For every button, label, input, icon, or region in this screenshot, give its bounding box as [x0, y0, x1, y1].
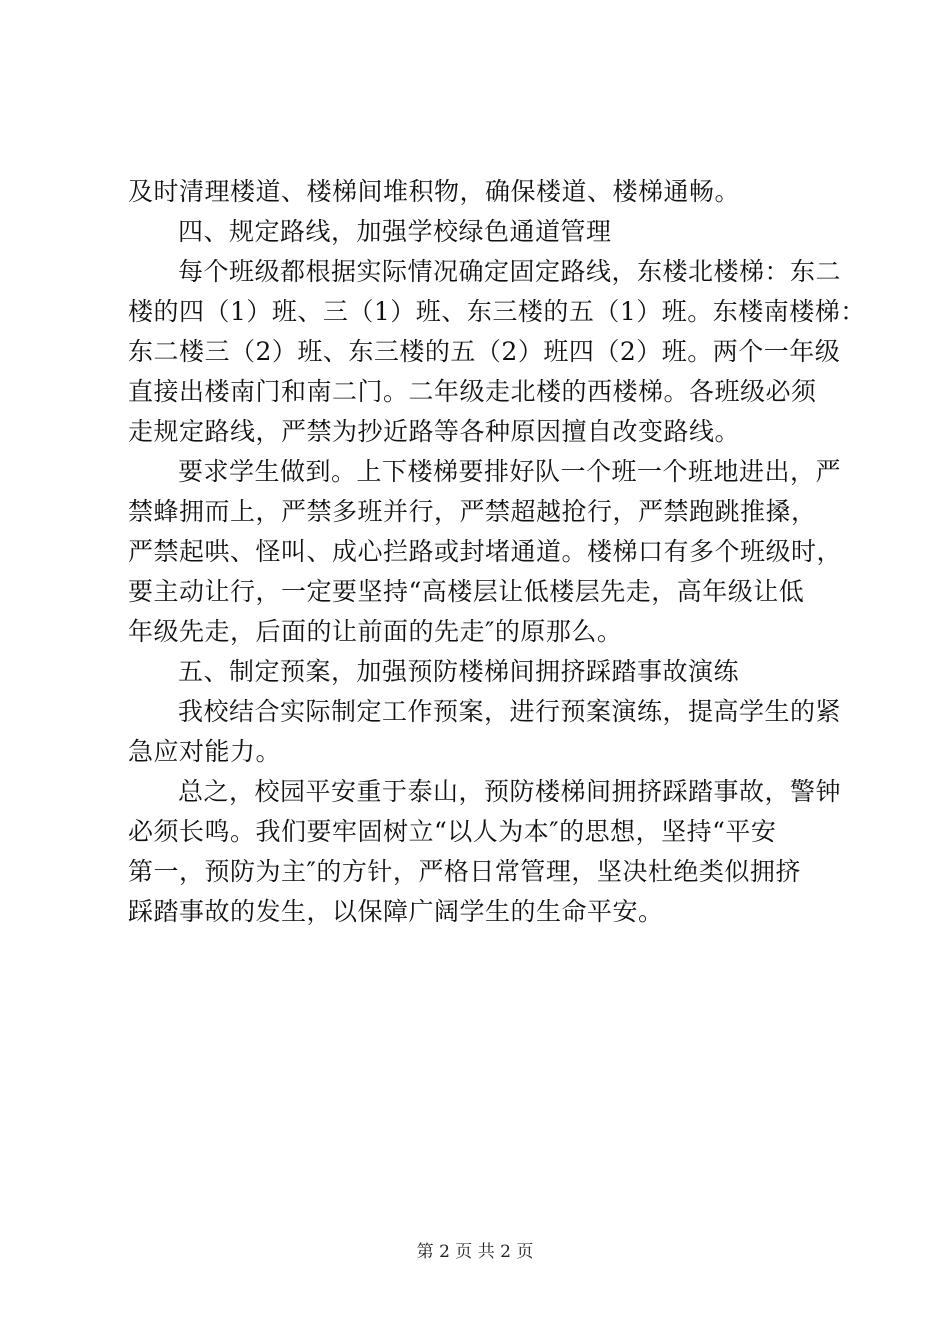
body-line: 必须长鸣。我们要牢固树立“以人为本″的思想，坚持“平安 [128, 817, 777, 846]
section-heading: 四、规定路线，加强学校绿色通道管理 [178, 217, 612, 246]
body-line: 禁蜂拥而上，严禁多班并行，严禁超越抢行，严禁跑跳推搡， [128, 497, 817, 526]
body-line: 总之，校园平安重于泰山，预防楼梯间拥挤踩踏事故，警钟 [178, 777, 842, 806]
section-heading: 五、制定预案，加强预防楼梯间拥挤踩踏事故演练 [178, 657, 740, 686]
body-line: 楼的四（1）班、三（1）班、东三楼的五（1）班。东楼南楼梯： [128, 297, 866, 326]
body-line: 每个班级都根据实际情况确定固定路线，东楼北楼梯：东二 [178, 257, 842, 286]
body-line: 要主动让行，一定要坚持“高楼层让低楼层先走，高年级让低 [128, 577, 805, 606]
page-number-footer: 第 2 页 共 2 页 [416, 1242, 534, 1262]
body-line: 急应对能力。 [128, 737, 282, 766]
body-line: 严禁起哄、怪叫、成心拦路或封堵通道。楼梯口有多个班级时， [128, 537, 843, 566]
body-line: 第一，预防为主″的方针，严格日常管理，坚决杜绝类似拥挤 [128, 857, 801, 886]
body-line: 要求学生做到。上下楼梯要排好队一个班一个班地进出，严 [178, 457, 842, 486]
body-line: 直接出楼南门和南二门。二年级走北楼的西楼梯。各班级必须 [128, 377, 817, 406]
body-line: 东二楼三（2）班、东三楼的五（2）班四（2）班。两个一年级 [128, 337, 841, 366]
body-line: 走规定路线，严禁为抄近路等各种原因擅自改变路线。 [128, 417, 741, 446]
body-line: 踩踏事故的发生，以保障广阔学生的生命平安。 [128, 897, 664, 926]
document-body [128, 172, 866, 932]
body-line: 我校结合实际制定工作预案，进行预案演练，提高学生的紧 [178, 697, 842, 726]
body-line: 及时清理楼道、楼梯间堆积物，确保楼道、楼梯通畅。 [128, 177, 741, 206]
body-line: 年级先走，后面的让前面的先走″的原那么。 [128, 617, 623, 646]
